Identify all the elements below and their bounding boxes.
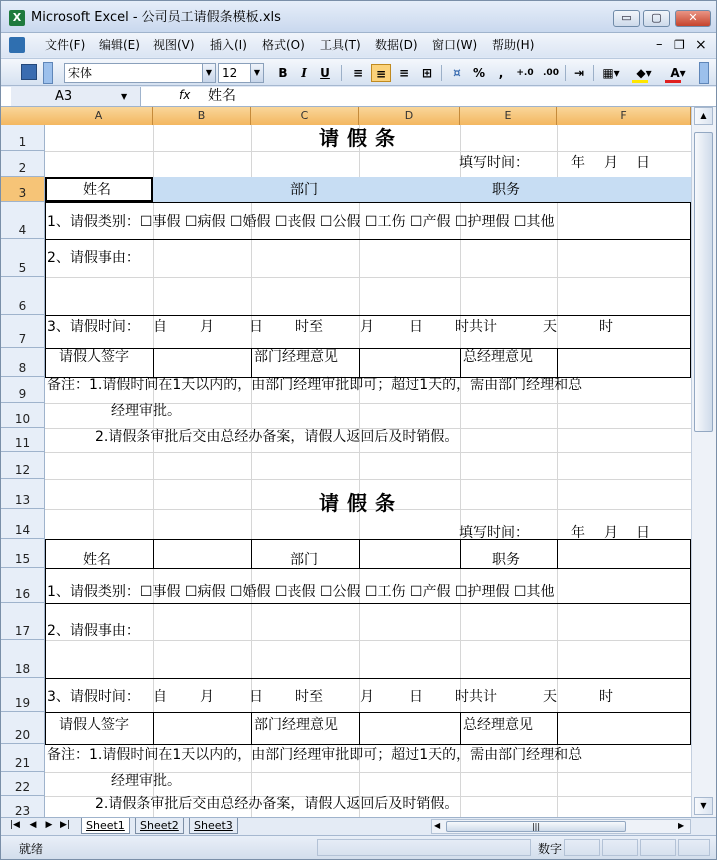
fill-day-label[interactable]: 日 (636, 155, 650, 171)
align-right-icon[interactable]: ≡ (398, 66, 410, 80)
border-line (359, 712, 360, 744)
menu-tools[interactable]: 工具(T) (320, 38, 361, 52)
doc-close-button[interactable]: × (695, 37, 707, 53)
fill-color-swatch (632, 80, 648, 83)
border-line (153, 539, 154, 568)
time-day-2[interactable]: 日 (409, 319, 423, 335)
increase-decimal-button[interactable]: +.0 (516, 68, 534, 78)
row-header-15[interactable]: 15 (1, 539, 45, 568)
row-header-18[interactable]: 18 (1, 640, 45, 678)
name-label[interactable]: 姓名 (83, 182, 111, 198)
fill-year-label-2[interactable]: 年 (571, 525, 585, 541)
next-sheet-icon[interactable]: ▶ (45, 820, 53, 830)
row-header-2[interactable]: 2 (1, 151, 45, 177)
row-header-5[interactable]: 5 (1, 239, 45, 277)
row-header-19[interactable]: 19 (1, 678, 45, 712)
save-icon[interactable] (21, 64, 37, 80)
status-panel (564, 839, 600, 856)
border-line (153, 712, 154, 744)
column-header-a[interactable]: A (45, 107, 153, 125)
italic-button[interactable]: I (301, 66, 307, 80)
row-header-12[interactable]: 12 (1, 452, 45, 479)
row-header-21[interactable]: 21 (1, 744, 45, 772)
row-header-6[interactable]: 6 (1, 277, 45, 315)
grid-line (45, 640, 691, 641)
scroll-right-icon[interactable]: ▶ (678, 821, 685, 830)
row-3-selection (153, 177, 691, 202)
row-header-8[interactable]: 8 (1, 348, 45, 377)
gm-opinion-label[interactable]: 总经理意见 (463, 349, 533, 365)
border-line (45, 744, 691, 745)
reason-label-2[interactable]: 2、请假事由： (47, 623, 140, 639)
border-line (45, 603, 691, 604)
formula-bar (1, 87, 716, 107)
row-header-3[interactable]: 3 (1, 177, 45, 202)
note-2-b[interactable]: 2.请假条审批后交由总经办备案，请假人返回后及时销假。 (95, 796, 459, 812)
row-header-4[interactable]: 4 (1, 202, 45, 239)
row-header-13[interactable]: 13 (1, 479, 45, 509)
row-header-10[interactable]: 10 (1, 403, 45, 428)
prev-sheet-icon[interactable]: ◀ (29, 820, 37, 830)
fill-year-label[interactable]: 年 (571, 155, 585, 171)
dept-label-2[interactable]: 部门 (290, 552, 318, 568)
time-day[interactable]: 日 (249, 319, 263, 335)
note-2[interactable]: 2.请假条审批后交由总经办备案，请假人返回后及时销假。 (95, 429, 459, 445)
name-label-2[interactable]: 姓名 (83, 552, 111, 568)
border-line (153, 348, 154, 377)
note-1-cont[interactable]: 经理审批。 (111, 403, 181, 419)
time-total-2[interactable]: 时共计 (455, 689, 497, 705)
document-icon[interactable] (9, 37, 25, 53)
time-hour[interactable]: 时 (599, 319, 613, 335)
status-panel (602, 839, 638, 856)
menu-insert[interactable]: 插入(I) (210, 38, 247, 52)
horizontal-scrollbar[interactable] (431, 819, 691, 834)
menu-bar (1, 33, 716, 57)
sheet-tab-1[interactable]: Sheet1 (81, 818, 130, 834)
note-1-cont-b[interactable]: 经理审批。 (111, 773, 181, 789)
form-title-2[interactable]: 请假条 (319, 491, 403, 515)
menu-edit[interactable]: 编辑(E) (99, 38, 140, 52)
border-line (45, 315, 691, 316)
border-line (251, 712, 252, 744)
status-mode: 数字 (538, 842, 563, 856)
row-header-23[interactable]: 23 (1, 796, 45, 817)
time-from-2[interactable]: 自 (153, 689, 167, 705)
dept-mgr-opinion-label-2[interactable]: 部门经理意见 (254, 717, 338, 733)
row-header-17[interactable]: 17 (1, 603, 45, 640)
border-line (359, 348, 360, 377)
border-line (45, 539, 691, 540)
row-header-7[interactable]: 7 (1, 315, 45, 348)
toolbar-separator (565, 65, 566, 81)
time-label[interactable]: 3、请假时间： (47, 319, 140, 335)
position-label[interactable]: 职务 (492, 182, 520, 198)
formula-input[interactable]: 姓名 (208, 88, 236, 104)
column-headers (1, 107, 691, 125)
borders-icon[interactable]: ▦▾ (602, 66, 620, 80)
scroll-down-icon[interactable]: ▼ (694, 797, 713, 815)
border-line (45, 239, 691, 240)
time-days[interactable]: 天 (543, 319, 557, 335)
border-line (45, 678, 691, 679)
grid-line (45, 452, 691, 453)
column-header-e[interactable]: E (460, 107, 557, 125)
align-center-icon[interactable]: ≡ (371, 64, 391, 82)
grid-line (45, 479, 691, 480)
indent-icon[interactable]: ⇥ (573, 66, 585, 80)
chevron-down-icon[interactable]: ▼ (202, 64, 215, 82)
leave-types-row[interactable]: 1、请假类别：☐事假 ☐病假 ☐婚假 ☐丧假 ☐公假 ☐工伤 ☐产假 ☐护理假 ☐其他 (47, 214, 555, 230)
note-1[interactable]: 备注：1.请假时间在1天以内的，由部门经理审批即可；超过1天的，需由部门经理和总 (47, 377, 583, 393)
vertical-scrollbar[interactable] (691, 107, 716, 817)
name-box[interactable]: A3 ▼ (11, 87, 141, 106)
menu-help[interactable]: 帮助(H) (492, 38, 535, 52)
border-line (557, 348, 558, 377)
time-days-2[interactable]: 天 (543, 689, 557, 705)
fill-color-icon[interactable]: ◆▾ (636, 66, 652, 80)
time-month-3[interactable]: 月 (200, 689, 214, 705)
gm-opinion-label-2[interactable]: 总经理意见 (463, 717, 533, 733)
grid-line (45, 151, 691, 152)
note-1-b[interactable]: 备注：1.请假时间在1天以内的，由部门经理审批即可；超过1天的，需由部门经理和总 (47, 747, 583, 763)
last-sheet-icon[interactable]: ▶| (60, 820, 70, 830)
border-line (45, 568, 691, 569)
applicant-sign-label-2[interactable]: 请假人签字 (59, 717, 129, 733)
bold-button[interactable]: B (278, 66, 288, 80)
row-header-11[interactable]: 11 (1, 428, 45, 452)
dept-mgr-opinion-label[interactable]: 部门经理意见 (254, 349, 338, 365)
reason-label[interactable]: 2、请假事由： (47, 250, 140, 266)
decrease-decimal-button[interactable]: .00 (543, 68, 559, 78)
chevron-down-icon[interactable]: ▼ (250, 64, 263, 82)
align-left-icon[interactable]: ≡ (352, 66, 364, 80)
first-sheet-icon[interactable]: |◀ (10, 820, 20, 830)
border-line (460, 348, 461, 377)
row-header-20[interactable]: 20 (1, 712, 45, 744)
sheet-tab-bar (1, 817, 716, 835)
time-month-4[interactable]: 月 (360, 689, 374, 705)
column-header-f[interactable]: F (557, 107, 691, 125)
border-line (45, 712, 691, 713)
status-panel (640, 839, 676, 856)
border-line (359, 539, 360, 568)
font-color-swatch (665, 80, 681, 83)
time-hour-to-2[interactable]: 时至 (295, 689, 323, 705)
time-day-3[interactable]: 日 (249, 689, 263, 705)
border-line (45, 539, 46, 744)
dept-label[interactable]: 部门 (290, 182, 318, 198)
status-bar (1, 835, 716, 859)
form-title[interactable]: 请假条 (319, 126, 403, 150)
comma-button[interactable]: , (498, 66, 504, 80)
border-line (45, 348, 691, 349)
excel-icon[interactable]: X (9, 10, 25, 26)
percent-button[interactable]: % (472, 66, 486, 80)
time-hour-2[interactable]: 时 (599, 689, 613, 705)
merge-center-icon[interactable]: ⊞ (421, 66, 433, 80)
underline-button[interactable]: U (320, 66, 330, 80)
time-month-2[interactable]: 月 (360, 319, 374, 335)
row-header-16[interactable]: 16 (1, 568, 45, 603)
time-from[interactable]: 自 (153, 319, 167, 335)
column-header-b[interactable]: B (153, 107, 251, 125)
fill-time-label[interactable]: 填写时间： (459, 155, 529, 171)
row-header-9[interactable]: 9 (1, 377, 45, 403)
border-line (460, 712, 461, 744)
font-name-combo[interactable]: 宋体 ▼ (64, 63, 216, 83)
border-line (251, 348, 252, 377)
menu-format[interactable]: 格式(O) (262, 38, 305, 52)
minimize-button[interactable]: ▭ (613, 10, 640, 27)
column-header-d[interactable]: D (359, 107, 460, 125)
fill-month-label[interactable]: 月 (604, 155, 618, 171)
title-bar (1, 1, 716, 33)
doc-minimize-button[interactable]: – (656, 37, 663, 52)
status-ready: 就绪 (19, 842, 44, 856)
grid-line (45, 277, 691, 278)
position-label-2[interactable]: 职务 (492, 552, 520, 568)
window-title: Microsoft Excel - 公司员工请假条模板.xls (31, 10, 281, 25)
time-day-4[interactable]: 日 (409, 689, 423, 705)
border-line (557, 539, 558, 568)
font-color-icon[interactable]: A▾ (670, 66, 686, 80)
column-header-c[interactable]: C (251, 107, 359, 125)
status-panel (678, 839, 710, 856)
chevron-down-icon[interactable]: ▼ (121, 92, 128, 101)
time-month[interactable]: 月 (200, 319, 214, 335)
toolbar-options-icon[interactable] (43, 62, 53, 84)
scroll-left-icon[interactable]: ◀ (434, 821, 441, 830)
formatting-toolbar (1, 58, 716, 86)
sheet-tab-2[interactable]: Sheet2 (135, 818, 184, 834)
scroll-thumb[interactable] (694, 132, 713, 432)
fill-time-label-2[interactable]: 填写时间： (459, 525, 529, 541)
toolbar-separator (341, 65, 342, 81)
toolbar-overflow-icon[interactable] (699, 62, 709, 84)
time-label-2[interactable]: 3、请假时间： (47, 689, 140, 705)
maximize-button[interactable]: ▢ (643, 10, 670, 27)
border-line (460, 539, 461, 568)
applicant-sign-label[interactable]: 请假人签字 (59, 349, 129, 365)
close-button[interactable]: ✕ (675, 10, 711, 27)
scroll-up-icon[interactable]: ▲ (694, 107, 713, 125)
menu-file[interactable]: 文件(F) (45, 38, 86, 52)
row-header-22[interactable]: 22 (1, 772, 45, 796)
h-scroll-thumb[interactable]: ||| (446, 821, 626, 832)
toolbar-separator (593, 65, 594, 81)
fill-day-label-2[interactable]: 日 (636, 525, 650, 541)
worksheet-grid[interactable] (1, 107, 716, 817)
border-line (557, 712, 558, 744)
time-hour-to[interactable]: 时至 (295, 319, 323, 335)
insert-function-icon[interactable]: fx (179, 88, 191, 102)
toolbar-separator (441, 65, 442, 81)
menu-data[interactable]: 数据(D) (375, 38, 418, 52)
menu-view[interactable]: 视图(V) (153, 38, 195, 52)
leave-types-row-2[interactable]: 1、请假类别：☐事假 ☐病假 ☐婚假 ☐丧假 ☐公假 ☐工伤 ☐产假 ☐护理假 ☐其他 (47, 584, 555, 600)
font-size-combo[interactable]: 12 ▼ (218, 63, 264, 83)
menu-window[interactable]: 窗口(W) (432, 38, 478, 52)
fill-month-label-2[interactable]: 月 (604, 525, 618, 541)
time-total[interactable]: 时共计 (455, 319, 497, 335)
sheet-tab-3[interactable]: Sheet3 (189, 818, 238, 834)
doc-restore-button[interactable]: ❐ (674, 38, 685, 52)
border-line (45, 177, 46, 377)
row-header-1[interactable]: 1 (1, 125, 45, 151)
border-line (45, 202, 691, 203)
currency-icon[interactable]: ¤ (453, 66, 461, 80)
border-line (251, 539, 252, 568)
status-panel (317, 839, 531, 856)
row-header-14[interactable]: 14 (1, 509, 45, 539)
